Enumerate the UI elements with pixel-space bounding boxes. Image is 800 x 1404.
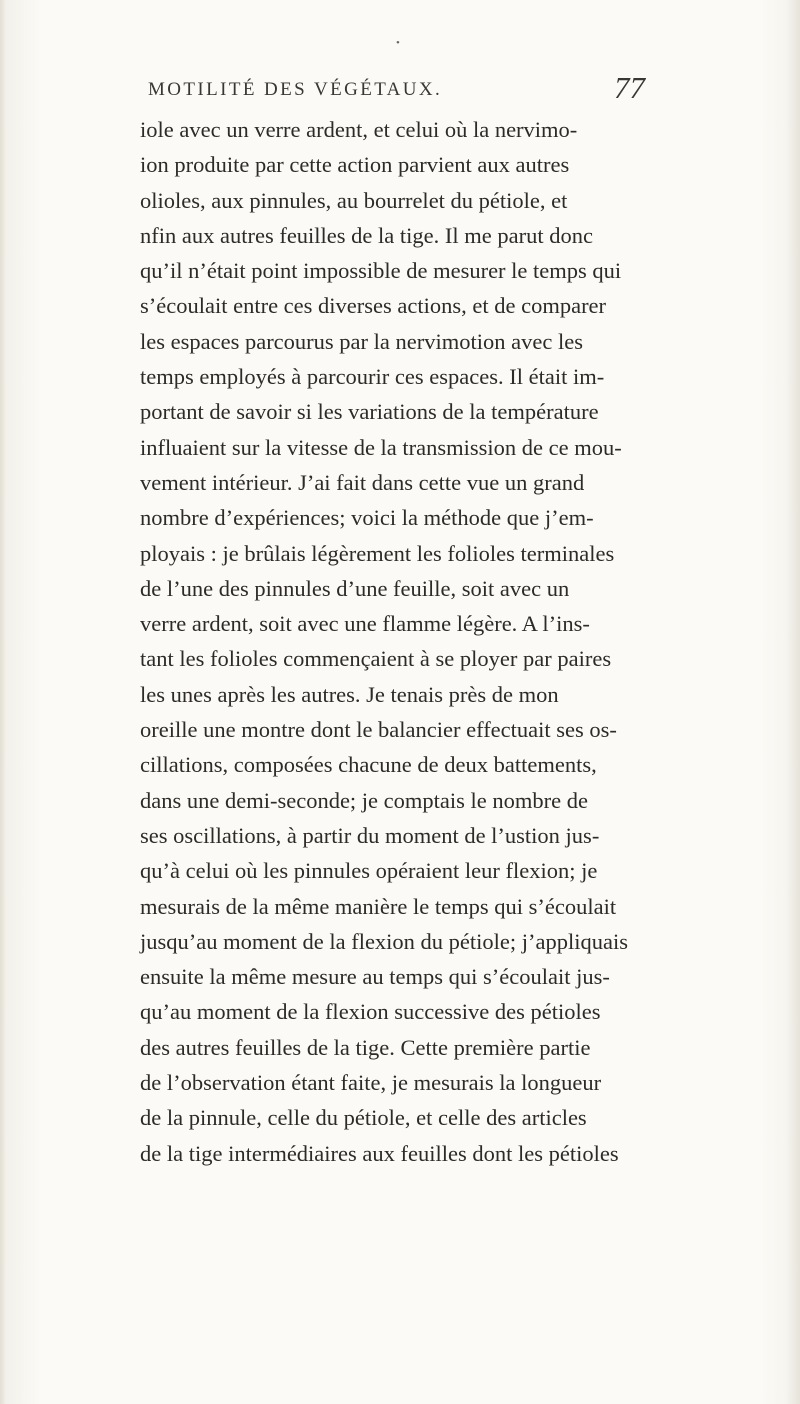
printer-mark: • [396, 37, 400, 49]
text-line: ensuite la même mesure au temps qui s’écoulait jus- [140, 964, 610, 990]
text-line: qu’il n’était point impossible de mesurer le temps qui [140, 258, 622, 284]
text-line: les unes après les autres. Je tenais près de mon [140, 681, 559, 707]
text-line: de la pinnule, celle du pétiole, et celle des articles [140, 1105, 587, 1131]
body-text [140, 112, 680, 1171]
text-line: de l’une des pinnules d’une feuille, soit avec un [140, 575, 570, 601]
text-line: cillations, composées chacune de deux battements, [140, 752, 597, 778]
text-line: de la tige intermédiaires aux feuilles dont les pétioles [140, 1140, 619, 1166]
text-line: temps employés à parcourir ces espaces. Il était im- [140, 364, 605, 390]
text-line: nfin aux autres feuilles de la tige. Il me parut donc [140, 222, 593, 248]
text-line: oreille une montre dont le balancier effectuait ses os- [140, 717, 617, 743]
text-line: de l’observation étant faite, je mesurais la longueur [140, 1070, 602, 1096]
text-line: influaient sur la vitesse de la transmission de ce mou- [140, 434, 622, 460]
text-line: ion produite par cette action parvient aux autres [140, 152, 570, 178]
text-line: mesurais de la même manière le temps qui s’écoulait [140, 893, 617, 919]
text-line: tant les folioles commençaient à se ployer par paires [140, 646, 612, 672]
text-line: ployais : je brûlais légèrement les folioles terminales [140, 540, 615, 566]
text-line: s’écoulait entre ces diverses actions, et de comparer [140, 293, 607, 319]
text-line: vement intérieur. J’ai fait dans cette vue un grand [140, 469, 585, 495]
text-line: olioles, aux pinnules, au bourrelet du pétiole, et [140, 187, 568, 213]
text-line: qu’à celui où les pinnules opéraient leur flexion; je [140, 858, 598, 884]
text-line: nombre d’expériences; voici la méthode que j’em- [140, 505, 594, 531]
page-number: 77 [614, 70, 645, 105]
text-line: dans une demi-seconde; je comptais le nombre de [140, 787, 588, 813]
text-line: les espaces parcourus par la nervimotion avec les [140, 328, 583, 354]
right-page-edge [786, 0, 800, 1404]
running-head: MOTILITÉ DES VÉGÉTAUX. [148, 79, 443, 100]
text-line: ses oscillations, à partir du moment de l’ustion jus- [140, 822, 600, 848]
text-line: verre ardent, soit avec une flamme légère. A l’ins- [140, 611, 590, 637]
text-line: portant de savoir si les variations de la température [140, 399, 599, 425]
text-line: jusqu’au moment de la flexion du pétiole; j’appliquais [140, 928, 629, 954]
text-line: iole avec un verre ardent, et celui où la nervimo- [140, 117, 578, 142]
left-page-edge [0, 0, 6, 1404]
text-line: qu’au moment de la flexion successive des pétioles [140, 999, 601, 1025]
text-line: des autres feuilles de la tige. Cette première partie [140, 1034, 591, 1060]
